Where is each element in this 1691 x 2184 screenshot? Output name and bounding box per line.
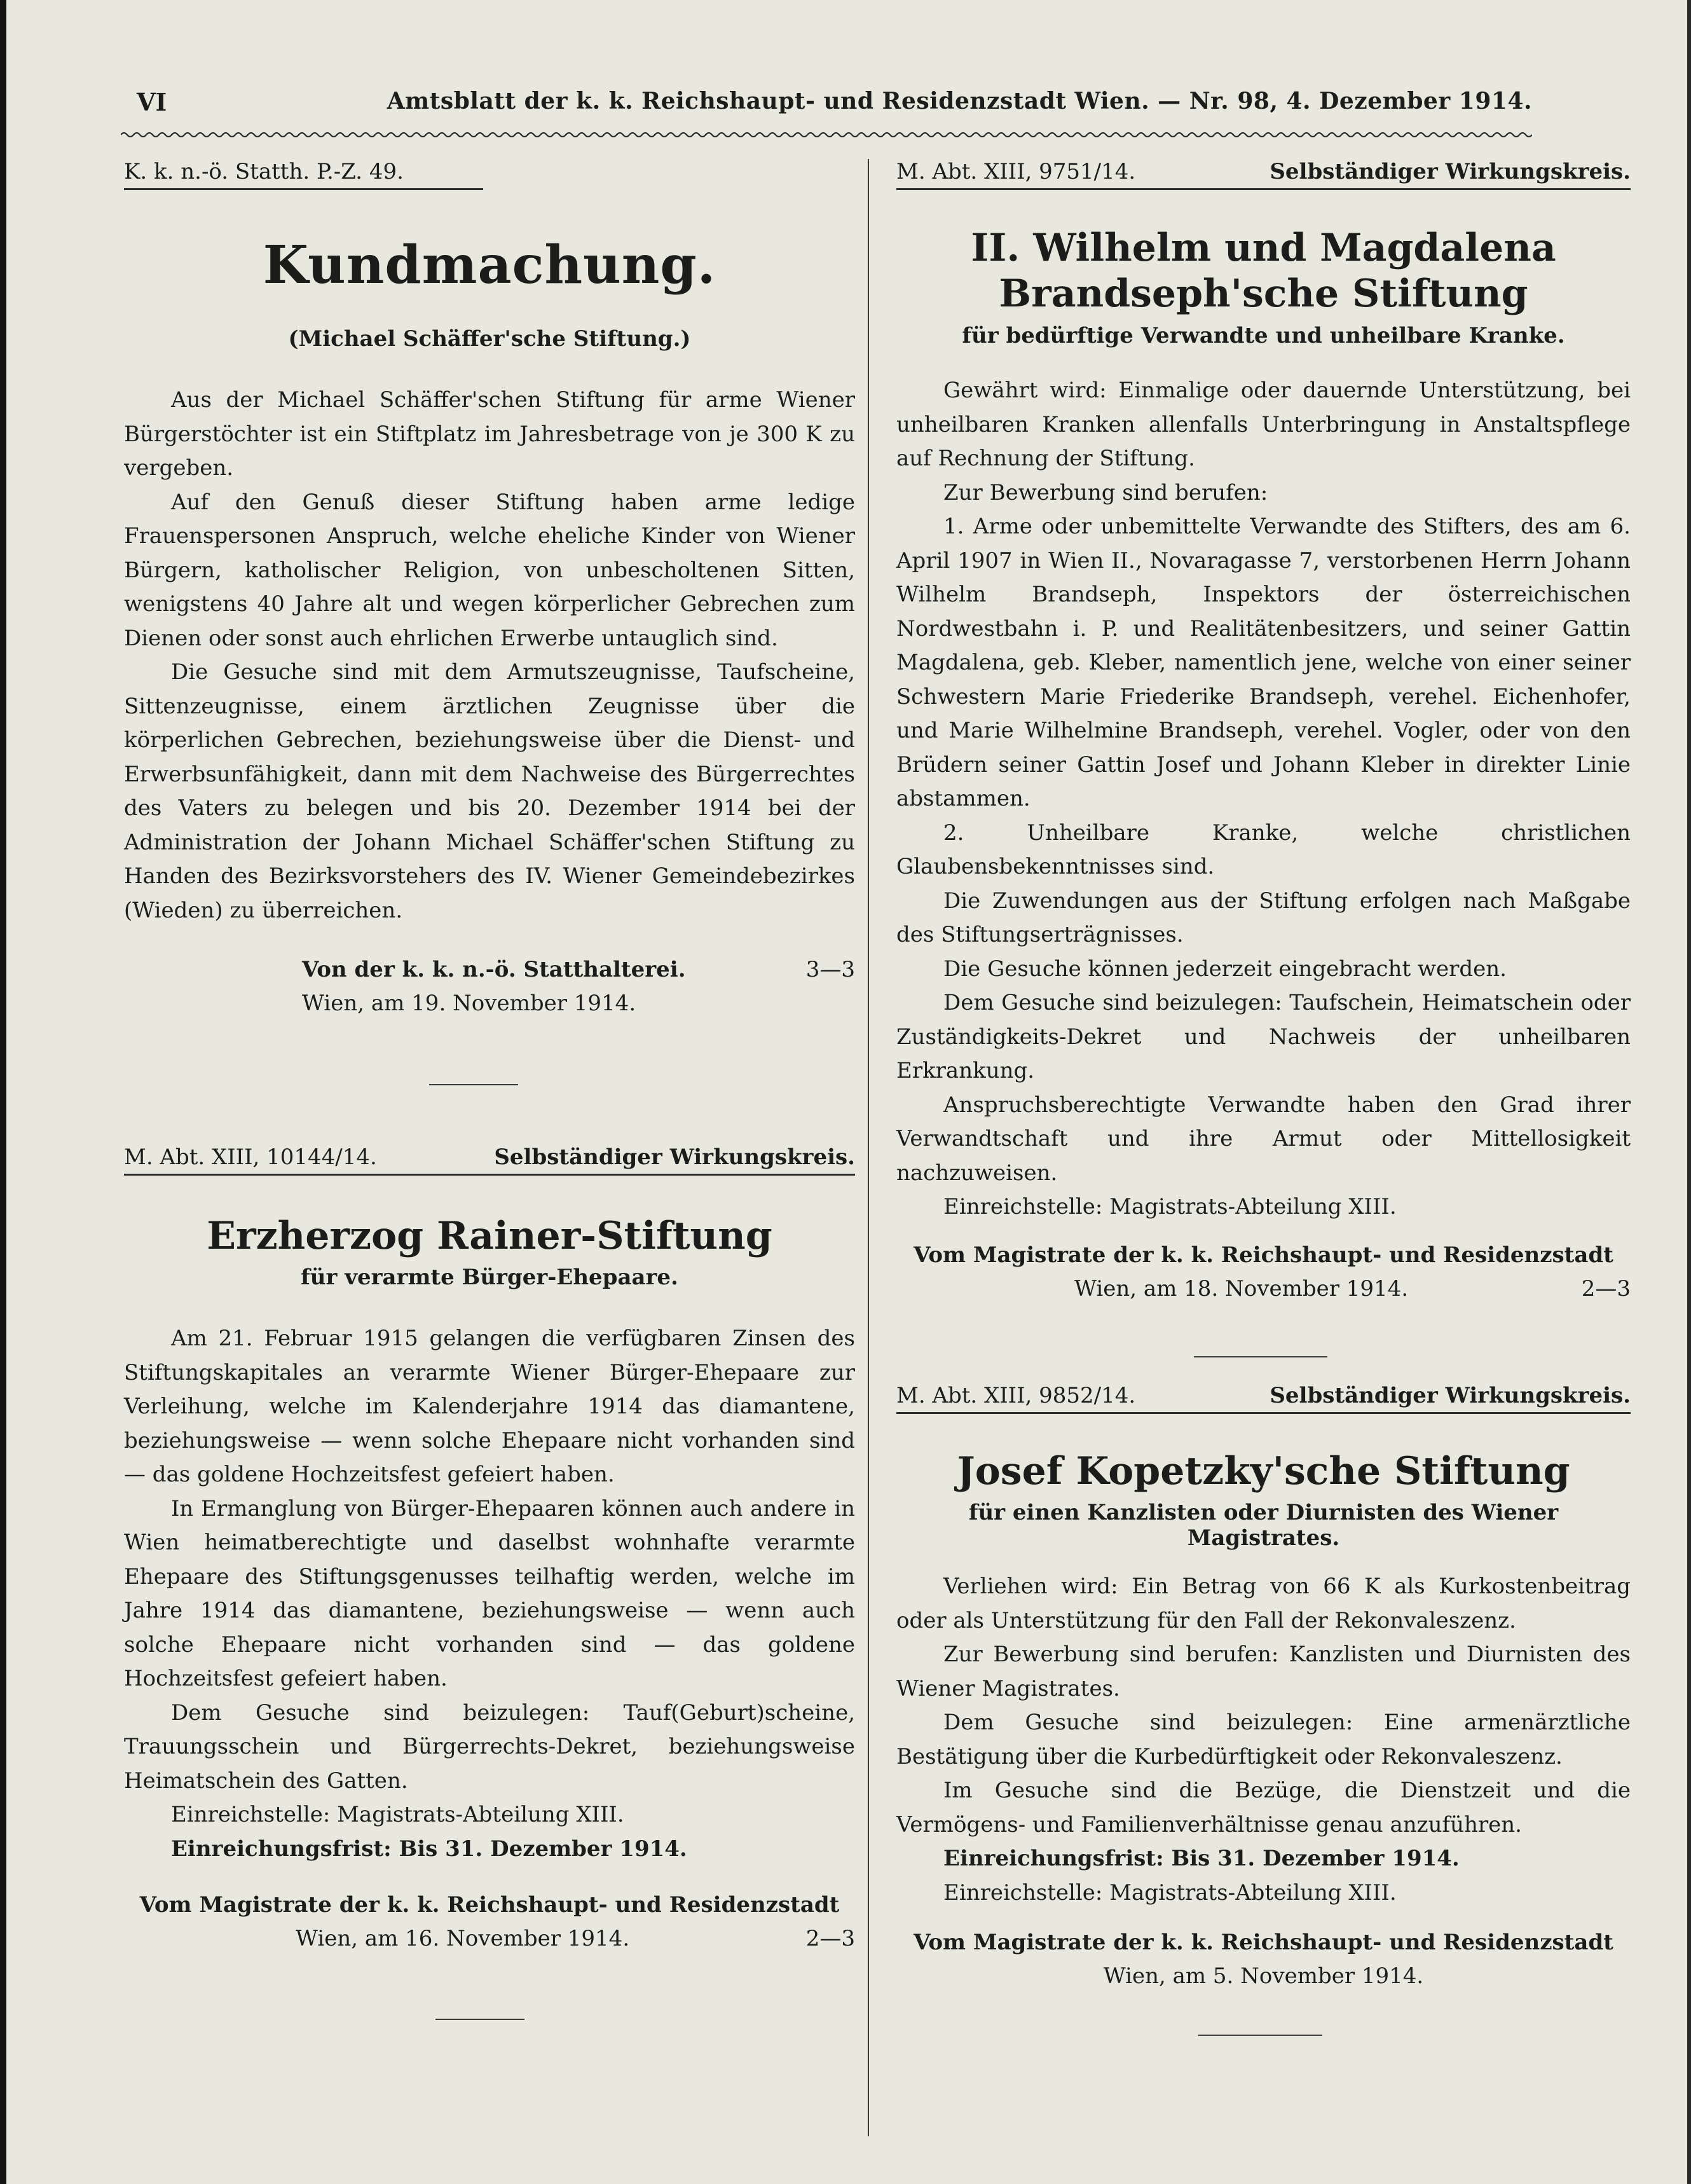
notice-signature: Vom Magistrate der k. k. Reichshaupt- und Residenzstadt — [914, 1930, 1613, 1955]
body-paragraph: Die Gesuche sind mit dem Armutszeugnisse, Taufscheine, Sittenzeugnisse, einem ärztlichen Zeugnisse über die körperlichen Gebrechen, beziehungsweise über die Dienst- und Erwerbsunfähigkeit, dann mit dem Nachweise des Bürgerrechtes des Vaters zu belegen und bis 20. Dezember 1914 bei der Administration der Johann Michael Schäffer'schen Stiftung zu Handen des Bezirksvorstehers des IV. Wiener Gemeindebezirkes (Wieden) zu überreichen. — [124, 659, 855, 923]
notice-body — [124, 1322, 855, 1866]
notice-kopetzky — [896, 1383, 1631, 1993]
body-paragraph: Im Gesuche sind die Bezüge, die Dienstzeit und die Vermögens- und Familienverhältnisse genau anzuführen. — [896, 1778, 1631, 1837]
body-paragraph: Einreichungsfrist: Bis 31. Dezember 1914. — [171, 1836, 687, 1862]
body-paragraph: 2. Unheilbare Kranke, welche christlichen Glaubensbekenntnisses sind. — [896, 820, 1631, 879]
notice-reference: M. Abt. XIII, 9751/14. — [896, 159, 1136, 184]
body-paragraph: Dem Gesuche sind beizulegen: Tauf(Geburt)scheine, Trauungsschein und Bürgerrechts-Dekret, beziehungsweise Heimatschein des Gatten. — [124, 1700, 855, 1794]
notice-subheading: für einen Kanzlisten oder Diurnisten des Wiener Magistrates. — [968, 1500, 1559, 1551]
notice-body — [896, 1570, 1631, 1910]
notice-place-date: Wien, am 18. November 1914. — [1074, 1275, 1409, 1301]
page-number: VI — [137, 88, 167, 116]
notice-place-date: Wien, am 16. November 1914. — [296, 1926, 630, 1951]
notice-signature-block — [124, 1888, 855, 1956]
notice-brandseph — [896, 159, 1631, 1306]
notice-heading: II. Wilhelm und Magdalena Brandseph'sche Stiftung — [971, 226, 1556, 316]
notice-heading: Kundmachung. — [263, 235, 716, 296]
notice-reference-line — [124, 159, 483, 190]
notice-signature-block — [896, 1926, 1631, 1993]
separator-rule — [1194, 1356, 1327, 1357]
notice-scope: Selbständiger Wirkungskreis. — [1270, 159, 1631, 184]
notice-reference: K. k. n.-ö. Statth. P.-Z. 49. — [124, 159, 404, 184]
body-paragraph: Anspruchsberechtigte Verwandte haben den Grad ihrer Verwandtschaft und ihre Armut oder Mittellosigkeit nachzuweisen. — [896, 1092, 1631, 1186]
body-paragraph: Die Zuwendungen aus der Stiftung erfolgen nach Maßgabe des Stiftungserträgnisses. — [896, 888, 1631, 947]
notice-signature-block — [124, 953, 855, 1020]
notice-reference-line — [896, 1383, 1631, 1414]
notice-scope: Selbständiger Wirkungskreis. — [494, 1144, 855, 1170]
notice-subheading: (Michael Schäffer'sche Stiftung.) — [288, 326, 691, 352]
body-paragraph: Verliehen wird: Ein Betrag von 66 K als Kurkostenbeitrag oder als Unterstützung für den Fall der Rekonvaleszenz. — [896, 1574, 1631, 1633]
body-paragraph: Auf den Genuß dieser Stiftung haben arme ledige Frauenspersonen Anspruch, welche eheliche Kinder von Wiener Bürgern, katholischer Religion, von unbescholtenen Sitten, wenigstens 40 Jahre alt und wegen körperlicher Gebrechen zum Dienen oder sonst auch ehrlichen Erwerbe untauglich sind. — [124, 489, 855, 651]
notice-reference-line — [124, 1144, 855, 1176]
body-paragraph: Einreichungsfrist: Bis 31. Dezember 1914. — [943, 1846, 1460, 1871]
notice-place-date: Wien, am 19. November 1914. — [302, 991, 636, 1016]
body-paragraph: 1. Arme oder unbemittelte Verwandte des Stifters, des am 6. April 1907 in Wien II., Novaragasse 7, verstorbenen Herrn Johann Wilhelm Brandseph, Inspektors der österreichischen Nordwestbahn i. P. und Realitätenbesitzers, und seiner Gattin Magdalena, geb. Kleber, namentlich jene, welche von einer seiner Schwestern Marie Friederike Brandseph, verehel. Eichenhofer, und Marie Wilhelmine Brandseph, verehel. Vogler, oder von den Brüdern seiner Gattin Josef und Johann Kleber in direkter Linie abstammen. — [896, 514, 1631, 811]
notice-body — [124, 383, 855, 928]
body-paragraph: Zur Bewerbung sind berufen: Kanzlisten und Diurnisten des Wiener Magistrates. — [896, 1642, 1631, 1701]
notice-rainer — [124, 1144, 855, 1956]
notice-scope: Selbständiger Wirkungskreis. — [1270, 1383, 1631, 1408]
notice-count: 2—3 — [1581, 1275, 1631, 1301]
notice-signature: Von der k. k. n.-ö. Statthalterei. — [302, 957, 686, 982]
body-paragraph: In Ermanglung von Bürger-Ehepaaren können auch andere in Wien heimatberechtigte und daselbst wohnhafte verarmte Ehepaare des Stiftungsgenusses teilhaftig werden, welche im Jahre 1914 das diamantene, beziehungsweise — wenn auch solche Ehepaare nicht vorhanden sind — das goldene Hochzeitsfest gefeiert haben. — [124, 1495, 855, 1691]
body-paragraph: Dem Gesuche sind beizulegen: Eine armenärztliche Bestätigung über die Kurbedürftigkeit oder Rekonvaleszenz. — [896, 1710, 1631, 1769]
separator-rule — [1198, 2035, 1322, 2036]
notice-subheading: für verarmte Bürger-Ehepaare. — [301, 1265, 678, 1290]
notice-place-date: Wien, am 5. November 1914. — [1103, 1963, 1424, 1989]
running-head — [137, 83, 1532, 121]
notice-reference-line — [896, 159, 1631, 190]
notice-signature-block — [896, 1239, 1631, 1306]
body-paragraph: Gewährt wird: Einmalige oder dauernde Unterstützung, bei unheilbaren Kranken allenfalls Unterbringung in Anstaltspflege auf Rechnung der Stiftung. — [896, 378, 1631, 471]
body-paragraph: Einreichstelle: Magistrats-Abteilung XIII. — [171, 1802, 624, 1827]
notice-count: 2—3 — [805, 1926, 855, 1951]
body-paragraph: Einreichstelle: Magistrats-Abteilung XIII. — [943, 1879, 1397, 1906]
wavy-rule — [121, 130, 1532, 139]
notice-reference: M. Abt. XIII, 9852/14. — [896, 1383, 1136, 1408]
body-paragraph: Aus der Michael Schäffer'schen Stiftung für arme Wiener Bürgerstöchter ist ein Stiftplatz im Jahresbetrage von je 300 K zu vergeben. — [124, 387, 855, 481]
separator-rule — [429, 1084, 518, 1085]
body-paragraph: Dem Gesuche sind beizulegen: Taufschein, Heimatschein oder Zuständigkeits-Dekret und Nachweis der unheilbaren Erkrankung. — [896, 990, 1631, 1083]
body-paragraph: Zur Bewerbung sind berufen: — [943, 479, 1268, 505]
column-rule — [868, 159, 869, 2136]
notice-subheading: für bedürftige Verwandte und unheilbare Kranke. — [962, 323, 1565, 348]
notice-signature: Vom Magistrate der k. k. Reichshaupt- und Residenzstadt — [914, 1242, 1613, 1268]
body-paragraph: Einreichstelle: Magistrats-Abteilung XIII. — [943, 1194, 1397, 1219]
body-paragraph: Am 21. Februar 1915 gelangen die verfügbaren Zinsen des Stiftungskapitales an verarmte Wiener Bürger-Ehepaare zur Verleihung, welche im Kalenderjahre 1914 das diamantene, beziehungsweise — wenn solche Ehepaare nicht vorhanden sind — das goldene Hochzeitsfest gefeiert haben. — [124, 1326, 855, 1487]
notice-reference: M. Abt. XIII, 10144/14. — [124, 1144, 377, 1170]
notice-heading: Josef Kopetzky'sche Stiftung — [957, 1449, 1570, 1494]
running-title: Amtsblatt der k. k. Reichshaupt- und Residenzstadt Wien. — Nr. 98, 4. Dezember 1914. — [387, 88, 1532, 114]
notice-heading: Erzherzog Rainer-Stiftung — [207, 1214, 772, 1258]
notice-signature: Vom Magistrate der k. k. Reichshaupt- und Residenzstadt — [139, 1892, 840, 1918]
separator-rule — [435, 2019, 524, 2020]
notice-body — [896, 374, 1631, 1225]
body-paragraph: Die Gesuche können jederzeit eingebracht werden. — [943, 956, 1507, 982]
notice-schaeffer — [124, 159, 855, 1020]
notice-count: 3—3 — [805, 957, 855, 982]
